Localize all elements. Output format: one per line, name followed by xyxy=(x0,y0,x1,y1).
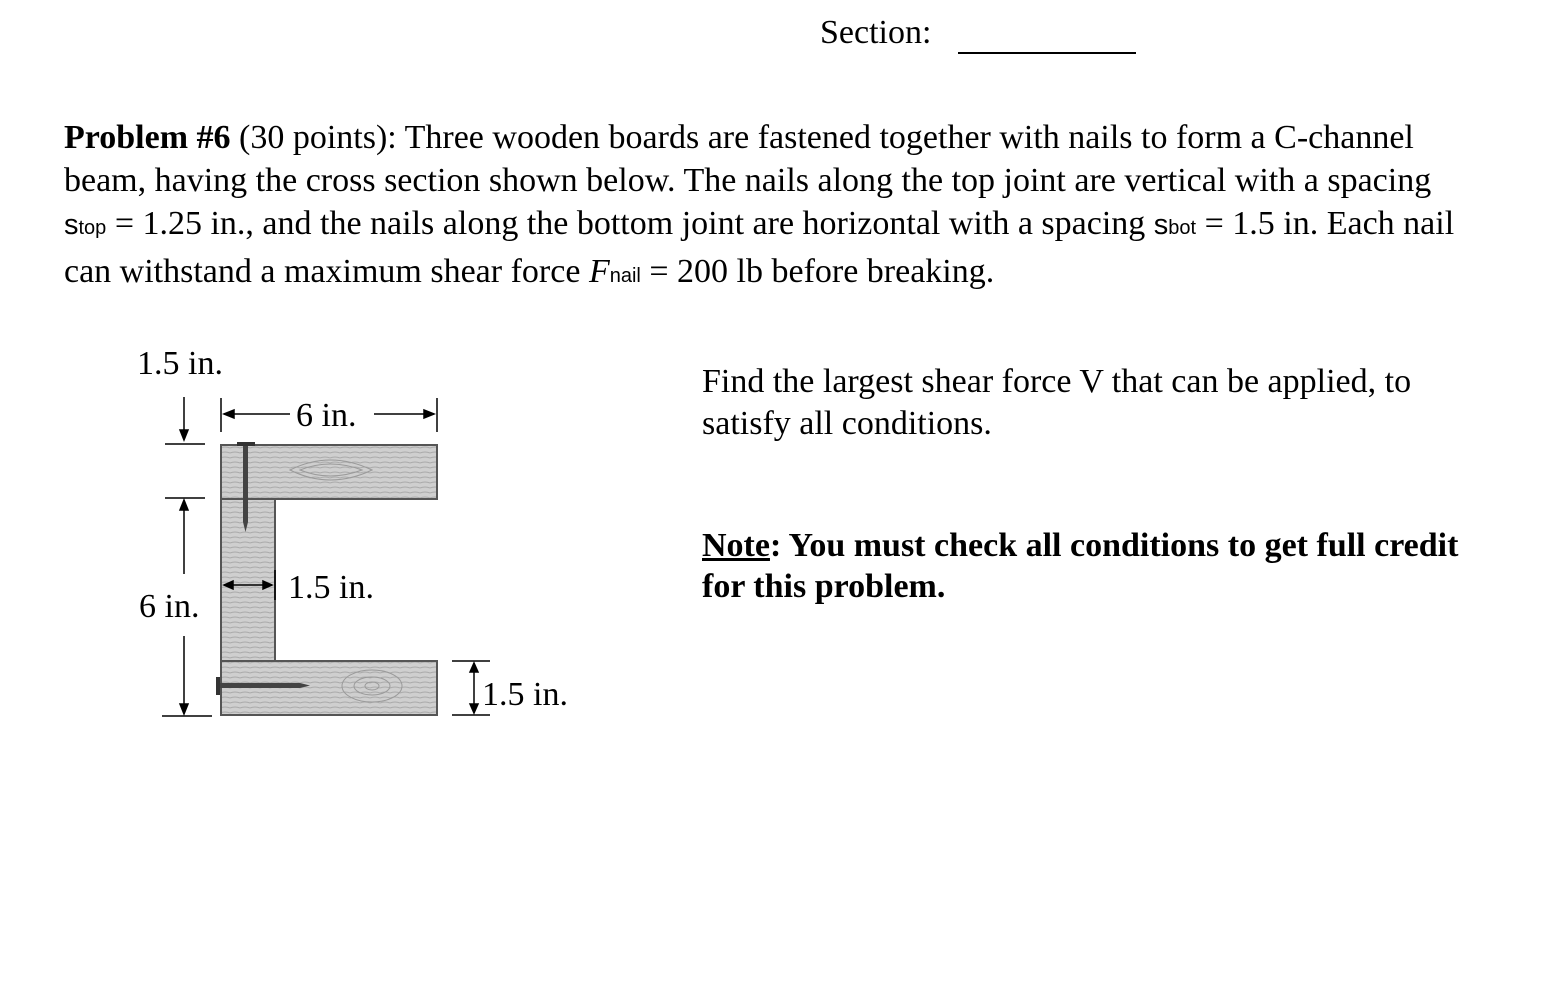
s-bot-subscript: bot xyxy=(1168,217,1197,239)
f-nail-symbol: F xyxy=(588,253,610,290)
bottom-thickness-label: 1.5 in. xyxy=(482,676,568,713)
s-top-symbol: s xyxy=(64,209,79,241)
web-board xyxy=(221,499,275,661)
f-nail-subscript: nail xyxy=(609,265,641,287)
problem-text-3: = 1.5 in. Each nail can withstand a maximum shear force xyxy=(64,205,1455,290)
problem-points: (30 points) xyxy=(239,119,388,156)
width-label: 6 in. xyxy=(296,397,357,434)
top-board xyxy=(221,445,437,499)
problem-number: Problem #6 xyxy=(64,119,231,156)
question-text: Find the largest shear force V that can be applied, to satisfy all conditions. xyxy=(702,363,1412,442)
top-thickness-label: 1.5 in. xyxy=(137,345,223,382)
height-label: 6 in. xyxy=(139,588,200,625)
s-top-subscript: top xyxy=(78,217,107,239)
problem-text-1: : Three wooden boards are fastened together with nails to form a C-channel beam, having the cross section shown below. The nails along the top joint are vertical with a spacing xyxy=(64,119,1432,199)
problem-text-4: = 200 lb before breaking. xyxy=(640,253,995,290)
top-thickness-dimension xyxy=(165,397,205,498)
note-label: Note xyxy=(702,527,770,564)
note-text: : You must check all conditions to get full credit for this problem. xyxy=(702,527,1459,605)
problem-text-2: = 1.25 in., and the nails along the bottom joint are horizontal with a spacing xyxy=(106,205,1154,242)
web-thickness-label: 1.5 in. xyxy=(288,569,374,606)
s-bot-symbol: s xyxy=(1153,209,1169,241)
section-label: Section: xyxy=(820,14,932,51)
